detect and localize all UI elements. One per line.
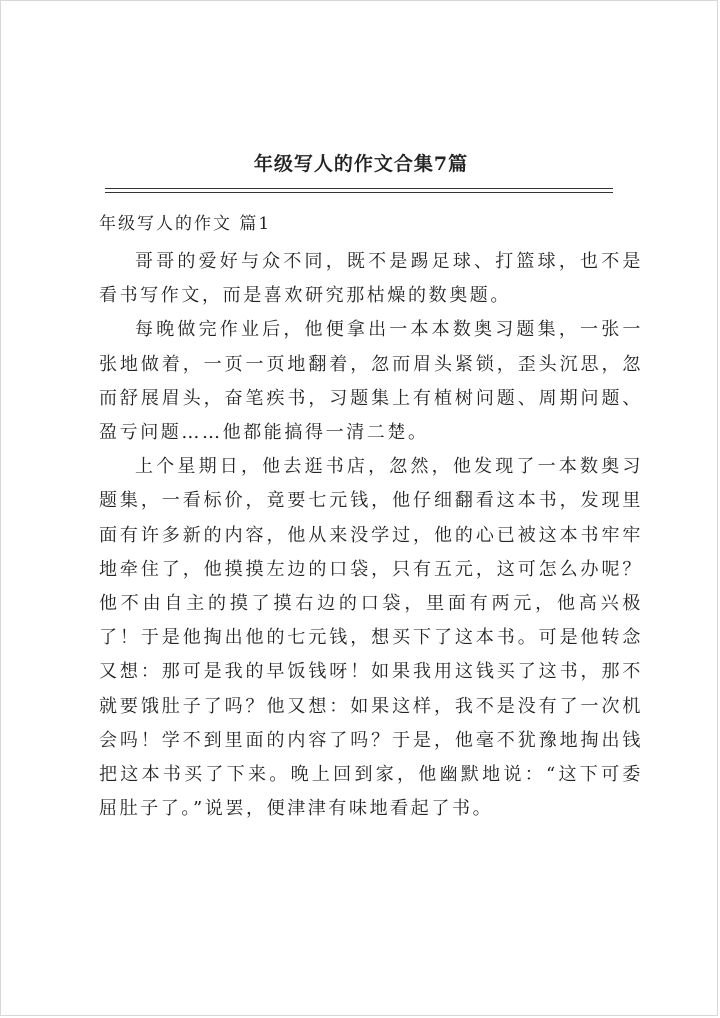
title-divider-top	[105, 188, 613, 189]
paragraph: 上个星期日，他去逛书店，忽然，他发现了一本数奥习题集，一看标价，竟要七元钱，他仔细翻看这本书，发现里面有许多新的内容，他从来没学过，他的心已被这本书牢牢地牵住了，他摸摸左边的口袋，只有五元，这可怎么办呢？他不由自主的摸了摸右边的口袋，里面有两元，他高兴极了！于是他掏出他的七元钱，想买下了这本书。可是他转念又想：那可是我的早饭钱呀！如果我用这钱买了这书，那不就要饿肚子了吗？他又想：如果这样，我不是没有了一次机会吗！学不到里面的内容了吗？于是，他毫不犹豫地掏出钱把这本书买了下来。晚上回到家，他幽默地说：“这下可委屈肚子了。”说罢，便津津有味地看起了书。	[99, 456, 643, 820]
paragraph: 哥哥的爱好与众不同，既不是踢足球、打篮球，也不是看书写作文，而是喜欢研究那枯燥的数奥题。	[99, 251, 643, 307]
document-title: 年级写人的作文合集7篇	[253, 153, 469, 175]
paragraph: 每晚做完作业后，他便拿出一本本数奥习题集，一张一张地做着，一页一页地翻着，忽而眉头紧锁，歪头沉思，忽而舒展眉头，奋笔疾书，习题集上有植树问题、周期问题、盈亏问题……他都能搞得一清二楚。	[99, 319, 643, 444]
title-divider-bottom	[105, 192, 613, 193]
document-body	[99, 245, 643, 826]
section-heading: 年级写人的作文 篇1	[99, 214, 272, 234]
